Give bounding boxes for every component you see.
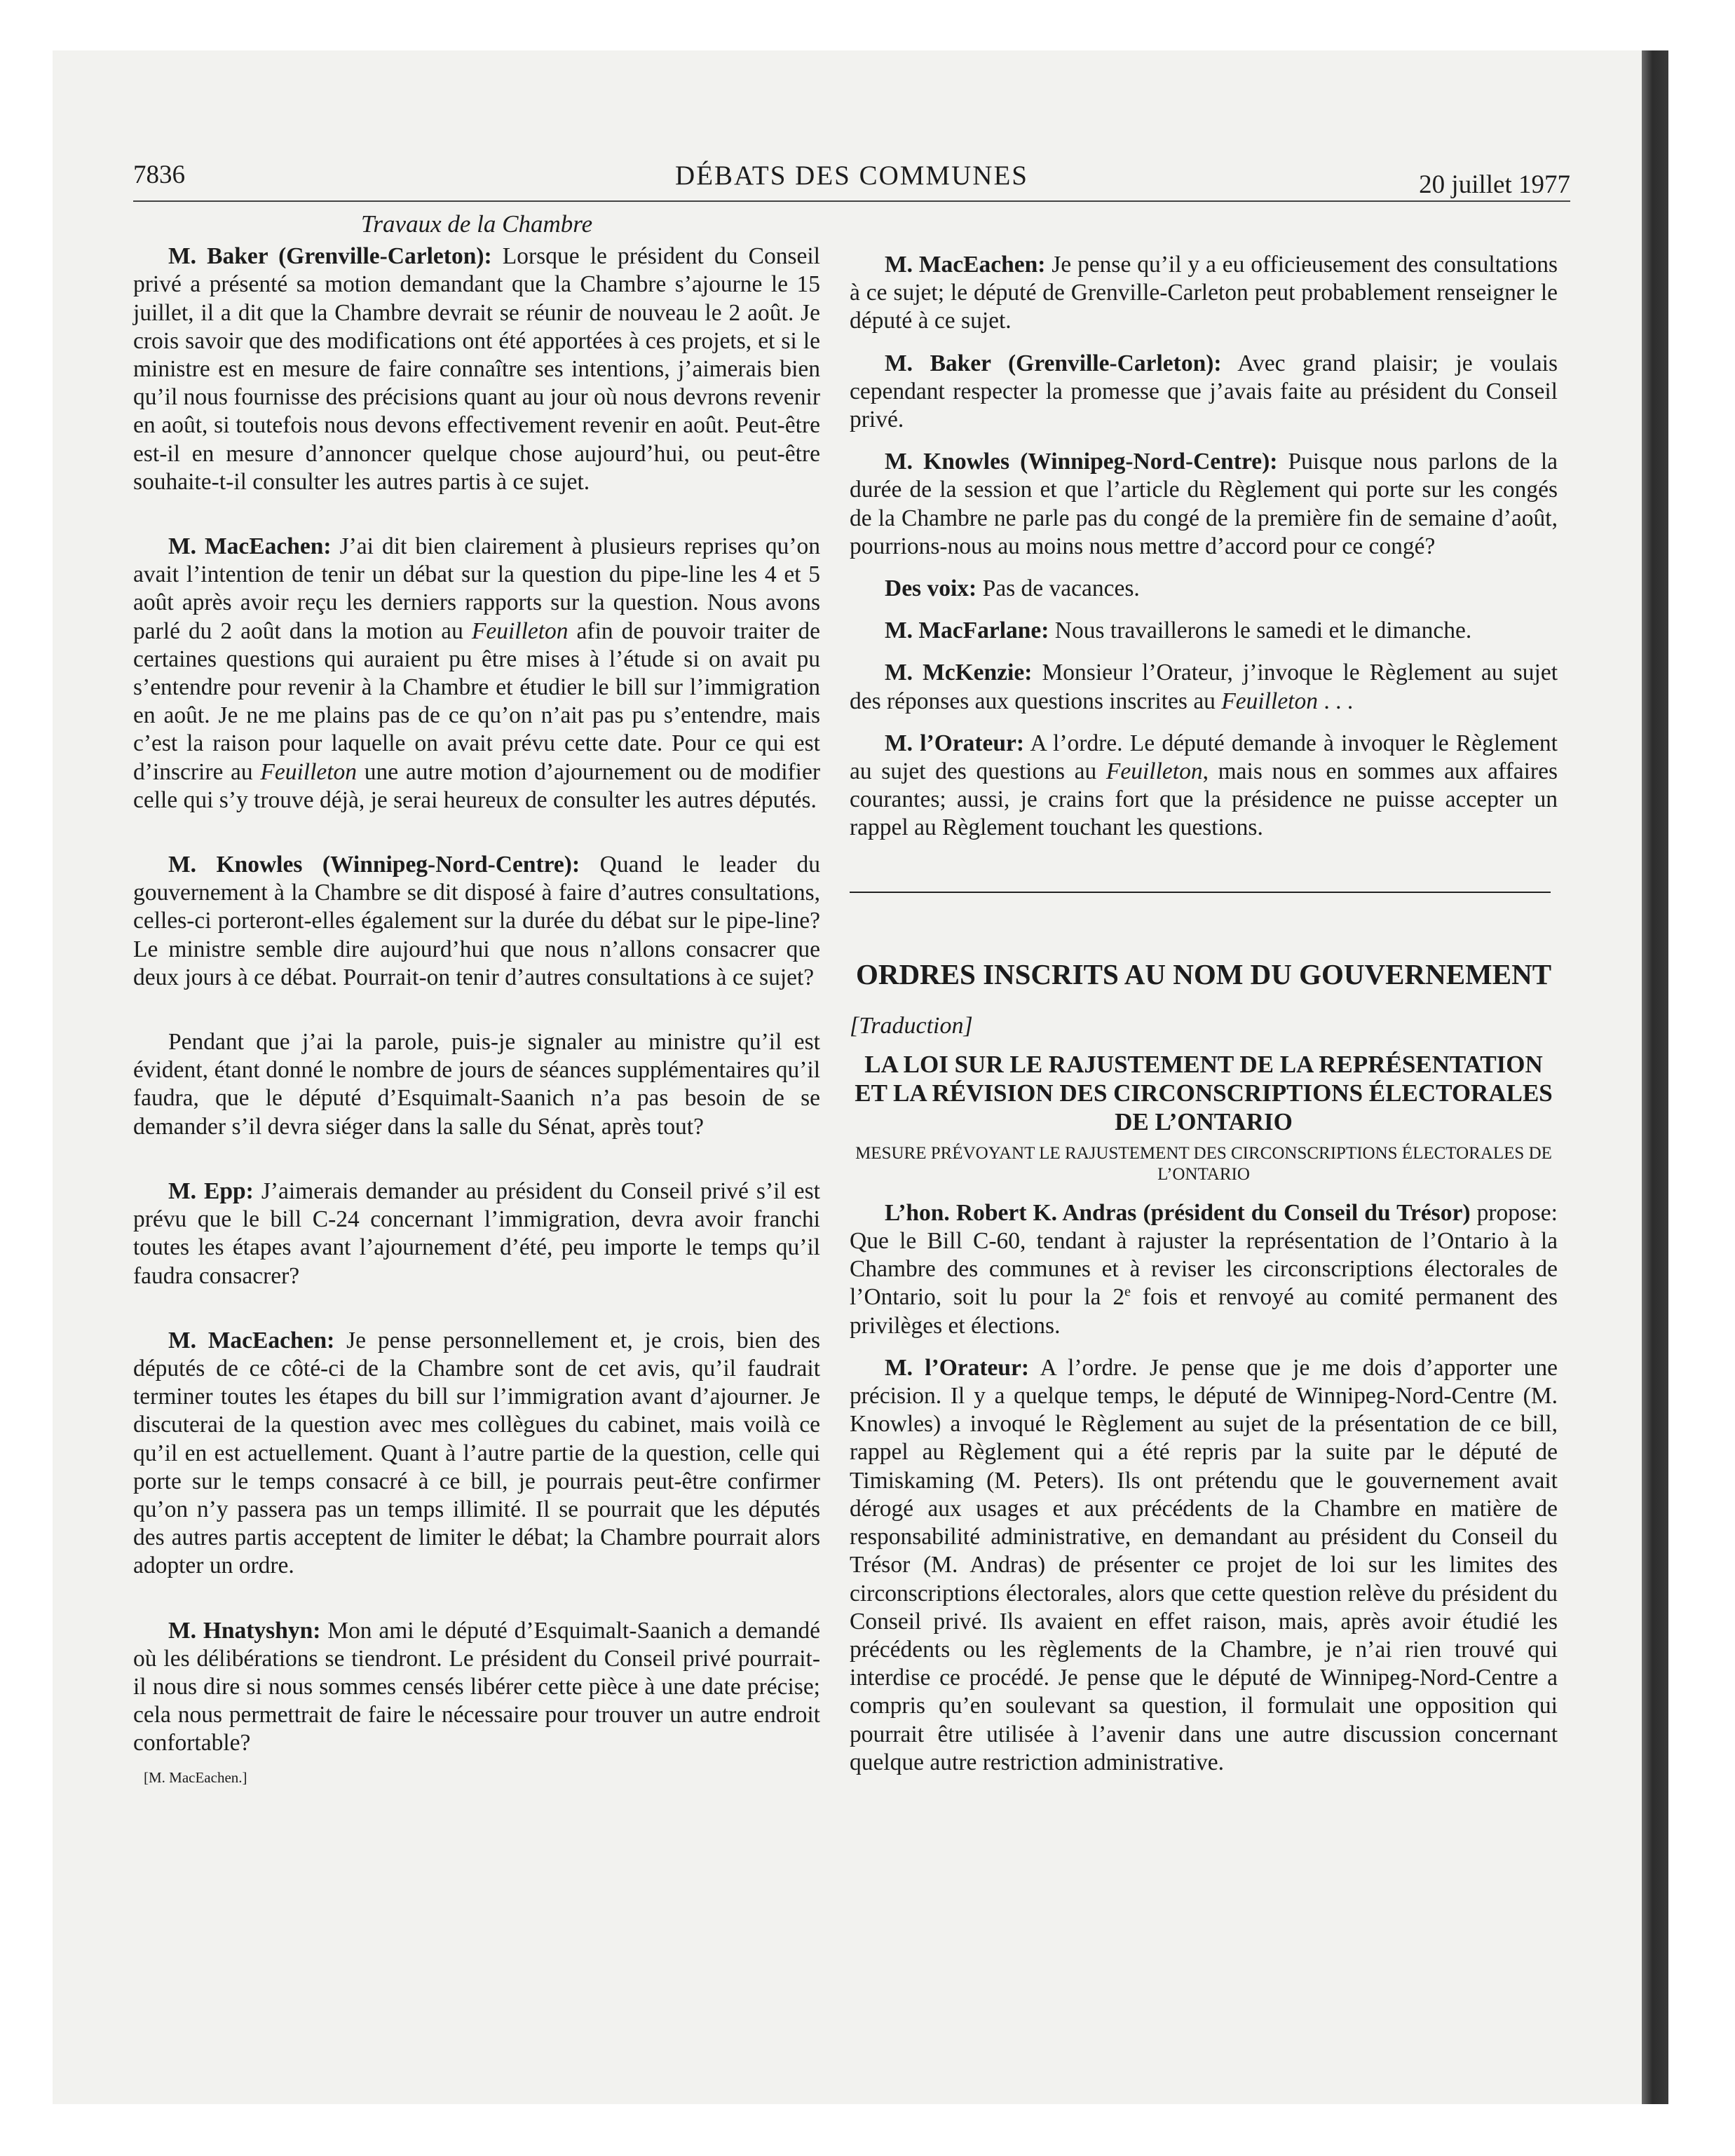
speaker-name: M. l’Orateur: <box>885 1354 1030 1381</box>
speaker-name: M. Hnatyshyn: <box>168 1617 321 1644</box>
speech-paragraph: M. l’Orateur: A l’ordre. Je pense que je me dois d’apporter une précision. Il y a quelque temps, le député de Winnipeg-Nord-Centre (M. Knowles) a invoqué le Règlement au sujet de la présentation de ce bill, rappel au Règlement qui a été repris par la suite par le député de Timiskaming (M. Peters). Ils ont prétendu que le gouvernement avait dérogé aux usages et aux précédents de la Chambre en matière de responsabilité administrative, en demandant au président du Conseil du Trésor (M. Andras) de présenter ce projet de loi sur les limites des circonscriptions électorales, alors que cette question relève du président du Conseil privé. Ils avaient en effet raison, mais, après avoir étudié les précédents ou les règlements de la Chambre, je n’ai rien trouvé qui interdise ce procédé. Je pense que le député de Winnipeg-Nord-Centre a compris qu’en soulevant sa question, il formulait une opposition qui pourrait être utilisée à l’avenir dans une autre discussion concernant quelque autre restriction administrative. <box>850 1354 1558 1775</box>
speaker-name: M. MacEachen: <box>168 533 332 560</box>
speaker-name: M. Baker (Grenville-Carleton): <box>168 243 492 270</box>
speaker-name: M. Knowles (Winnipeg-Nord-Centre): <box>885 449 1278 475</box>
speaker-name: Des voix: <box>885 575 977 602</box>
bill-heading: LA LOI SUR LE RAJUSTEMENT DE LA REPRÉSENTATION ET LA RÉVISION DES CIRCONSCRIPTIONS ÉLECTORALES DE L’ONTARIO <box>855 1050 1553 1135</box>
speech-paragraph: Des voix: Pas de vacances. <box>885 575 1140 602</box>
speaker-name: M. MacEachen: <box>885 252 1046 278</box>
left-column <box>133 210 820 1792</box>
speaker-name: L’hon. Robert K. Andras (président du Conseil du Trésor) <box>885 1199 1471 1226</box>
binding-edge <box>1642 50 1668 2104</box>
speech-paragraph: M. Baker (Grenville-Carleton): Lorsque le président du Conseil privé a présenté sa motion demandant que la Chambre s’ajourne le 15 juillet, il a dit que la Chambre devrait se réunir de nouveau le 2 août. Je crois savoir que des modifications ont été apportées à ces projets, et si le ministre est en mesure de faire connaître ses intentions, j’aimerais bien qu’il nous fournisse des précisions quant au jour où nous devrons revenir en août, si toutefois nous devons effectivement revenir en août. Peut-être est-il en mesure d’annoncer quelque chose aujourd’hui, ou peut-être souhaite-t-il consulter les autres partis à ce sujet. <box>133 243 820 495</box>
speaker-signature: [M. MacEachen.] <box>144 1768 247 1786</box>
speaker-name: M. Epp: <box>168 1178 254 1204</box>
speaker-name: M. Knowles (Winnipeg-Nord-Centre): <box>168 852 580 878</box>
speech-paragraph: L’hon. Robert K. Andras (président du Conseil du Trésor) propose: Que le Bill C-60, tendant à rajuster la représentation de l’Ontario à la Chambre des communes et à reviser les circonscriptions électorales de l’Ontario, soit lu pour la 2e fois et renvoyé au comité permanent des privilèges et élections. <box>850 1199 1558 1339</box>
speech-paragraph: M. Epp: J’aimerais demander au président du Conseil privé s’il est prévu que le bill C-24 concernant l’immigration, devra avoir franchi toutes les étapes avant l’ajournement d’été, peu importe le temps qu’il faudra consacrer? <box>133 1178 820 1289</box>
page-header <box>133 160 1570 202</box>
speaker-name: M. Baker (Grenville-Carleton): <box>885 350 1222 376</box>
speech-paragraph: M. MacEachen: Je pense qu’il y a eu officieusement des consultations à ce sujet; le député de Grenville-Carleton peut probablement renseigner le député à ce sujet. <box>850 252 1558 334</box>
speech-paragraph: M. l’Orateur: A l’ordre. Le député demande à invoquer le Règlement au sujet des questions au Feuilleton, mais nous en sommes aux affaires courantes; aussi, je crains fort que la présidence ne puisse accepter un rappel au Règlement touchant les questions. <box>850 730 1558 841</box>
speech-paragraph: M. Hnatyshyn: Mon ami le député d’Esquimalt-Saanich a demandé où les délibérations se tiendront. Le président du Conseil privé pourrait-il nous dire si nous sommes censés libérer cette pièce à une date précise; cela nous permettrait de faire le nécessaire pour trouver un autre endroit confortable? <box>133 1617 820 1756</box>
running-title: Travaux de la Chambre <box>360 210 593 238</box>
speech-paragraph: M. MacFarlane: Nous travaillerons le samedi et le dimanche. <box>885 618 1472 644</box>
page-number: 7836 <box>133 161 185 189</box>
speech-paragraph: M. Knowles (Winnipeg-Nord-Centre): Puisque nous parlons de la durée de la session et que l’article du Règlement qui porte sur les congés de la Chambre ne parle pas du congé de la première fin de semaine d’août, pourrions-nous au moins nous mettre d’accord pour ce congé? <box>850 449 1558 559</box>
issue-date: 20 juillet 1977 <box>1419 170 1570 199</box>
bill-subheading: MESURE PRÉVOYANT LE RAJUSTEMENT DES CIRCONSCRIPTIONS ÉLECTORALES DE L’ONTARIO <box>855 1143 1552 1184</box>
speech-paragraph: M. Baker (Grenville-Carleton): Avec grand plaisir; je voulais cependant respecter la promesse que j’avais faite au président du Conseil privé. <box>850 350 1558 433</box>
journal-title: DÉBATS DES COMMUNES <box>675 161 1028 191</box>
speaker-name: M. McKenzie: <box>885 660 1033 686</box>
speech-paragraph: M. McKenzie: Monsieur l’Orateur, j’invoque le Règlement au sujet des réponses aux questions inscrites au Feuilleton . . . <box>850 660 1558 714</box>
translation-note: [Traduction] <box>850 1012 973 1039</box>
section-heading: ORDRES INSCRITS AU NOM DU GOUVERNEMENT <box>855 957 1552 990</box>
speaker-name: M. MacEachen: <box>168 1327 335 1353</box>
speech-paragraph: M. Knowles (Winnipeg-Nord-Centre): Quand le leader du gouvernement à la Chambre se dit disposé à faire d’autres consultations, celles-ci porteront-elles également sur la durée du débat sur le pipe-line? Le ministre semble dire aujourd’hui que nous n’allons consacrer que deux jours à ce débat. Pourrait-on tenir d’autres consultations à ce sujet? <box>133 852 821 990</box>
speech-paragraph: Pendant que j’ai la parole, puis-je signaler au ministre qu’il est évident, étant donné le nombre de jours de séances supplémentaires qu’il faudra, que le député d’Esquimalt-Saanich n’a pas besoin de se demander s’il devra siéger dans la salle du Sénat, après tout? <box>133 1029 820 1140</box>
section-divider <box>850 892 1551 893</box>
speech-paragraph: M. MacEachen: J’ai dit bien clairement à plusieurs reprises qu’on avait l’intention de tenir un débat sur la question du pipe-line les 4 et 5 août après avoir reçu les derniers rapports sur la question. Nous avons parlé du 2 août dans la motion au Feuilleton afin de pouvoir traiter de certaines questions qui auraient pu être mises à l’étude si on avait pu s’entendre pour revenir à la Chambre et étudier le bill sur l’immigration en août. Je ne me plains pas de ce qu’on n’ait pas pu s’entendre, mais c’est la raison pour laquelle on avait prévu cette date. Pour ce qui est d’inscrire au Feuilleton une autre motion d’ajournement ou de modifier celle qui s’y trouve déjà, je serai heureux de consulter les autres députés. <box>133 533 820 813</box>
speaker-name: M. l’Orateur: <box>885 730 1025 756</box>
speaker-name: M. MacFarlane: <box>885 618 1049 644</box>
right-column <box>850 210 1558 1777</box>
speech-paragraph: M. MacEachen: Je pense personnellement et, je crois, bien des députés de ce côté-ci de la Chambre sont de cet avis, qu’il faudrait terminer toutes les étapes du bill sur l’immigration avant d’ajourner. Je discuterai de la question avec mes collègues du cabinet, mais voilà ce qu’il en est actuellement. Quant à l’autre partie de la question, celle qui porte sur le temps consacré à ce bill, je pourrais peut-être confirmer qu’on n’y passera pas un temps illimité. Il se pourrait que les députés des autres partis acceptent de limiter le débat; la Chambre pourrait alors adopter un ordre. <box>133 1327 820 1579</box>
header-rule <box>133 200 1570 202</box>
